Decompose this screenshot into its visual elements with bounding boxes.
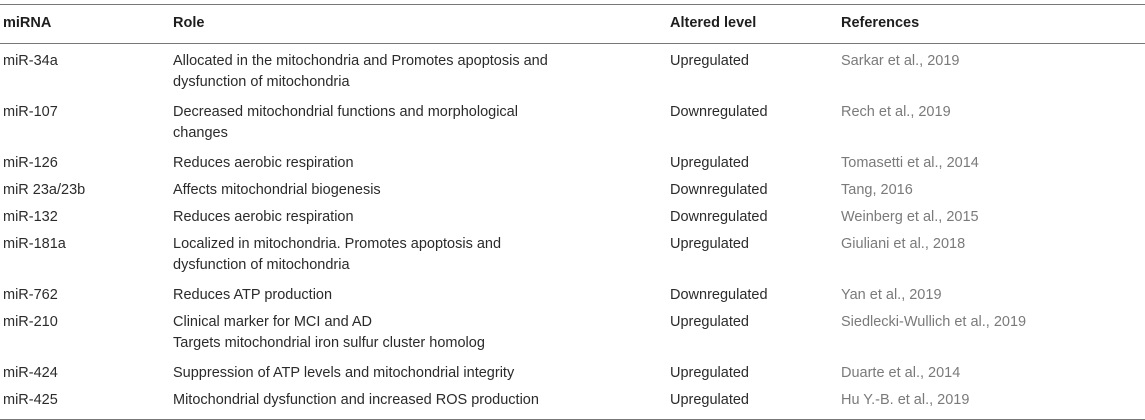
cell-mirna: miR-132: [3, 209, 58, 225]
cell-role-line: Suppression of ATP levels and mitochondrial integrity: [173, 365, 515, 381]
cell-level: Upregulated: [670, 155, 749, 171]
cell-reference-link[interactable]: Tomasetti et al., 2014: [841, 155, 979, 171]
table-row: [0, 97, 1145, 148]
table-row: [0, 385, 1145, 420]
cell-reference-link[interactable]: Duarte et al., 2014: [841, 365, 961, 381]
cell-role: [173, 97, 670, 148]
cell-role: [173, 280, 670, 307]
cell-level: Downregulated: [670, 287, 768, 303]
cell-role: [173, 148, 670, 175]
table-row: [0, 202, 1145, 229]
cell-role-line: Clinical marker for MCI and AD: [173, 314, 373, 330]
cell-reference-link[interactable]: Siedlecki-Wullich et al., 2019: [841, 314, 1027, 330]
cell-mirna: miR 23a/23b: [3, 182, 86, 198]
cell-role: [173, 307, 670, 358]
cell-mirna: miR-425: [3, 392, 58, 408]
cell-role-line: Localized in mitochondria. Promotes apoptosis and: [173, 236, 502, 252]
cell-role: [173, 175, 670, 202]
cell-role-line: Reduces aerobic respiration: [173, 155, 354, 171]
cell-level: Downregulated: [670, 182, 768, 198]
cell-level: Upregulated: [670, 314, 749, 330]
cell-level: Upregulated: [670, 236, 749, 252]
table-row: [0, 44, 1145, 98]
cell-mirna: miR-181a: [3, 236, 66, 252]
cell-role-line: dysfunction of mitochondria: [173, 74, 350, 90]
table-row: [0, 358, 1145, 385]
cell-role: [173, 44, 670, 98]
cell-reference-link[interactable]: Yan et al., 2019: [841, 287, 942, 303]
table-row: [0, 229, 1145, 280]
cell-mirna: miR-107: [3, 104, 58, 120]
cell-level: Upregulated: [670, 365, 749, 381]
cell-role-line: Targets mitochondrial iron sulfur cluster homolog: [173, 335, 485, 351]
mirna-table: [0, 4, 1145, 420]
table-header: [0, 5, 1145, 44]
cell-level: Downregulated: [670, 104, 768, 120]
table-row: [0, 280, 1145, 307]
cell-role-line: changes: [173, 125, 228, 141]
cell-reference-link[interactable]: Tang, 2016: [841, 182, 913, 198]
cell-role-line: Mitochondrial dysfunction and increased ROS production: [173, 392, 539, 408]
cell-role: [173, 229, 670, 280]
cell-reference-link[interactable]: Hu Y.-B. et al., 2019: [841, 392, 970, 408]
header-references: References: [841, 15, 920, 31]
cell-mirna: miR-34a: [3, 53, 58, 69]
cell-role-line: Affects mitochondrial biogenesis: [173, 182, 381, 198]
header-mirna: miRNA: [3, 15, 52, 31]
cell-mirna: miR-210: [3, 314, 58, 330]
cell-role-line: Decreased mitochondrial functions and morphological: [173, 104, 518, 120]
cell-role: [173, 385, 670, 420]
cell-role-line: Reduces ATP production: [173, 287, 333, 303]
cell-role: [173, 358, 670, 385]
cell-reference-link[interactable]: Weinberg et al., 2015: [841, 209, 979, 225]
table-row: [0, 175, 1145, 202]
cell-reference-link[interactable]: Giuliani et al., 2018: [841, 236, 966, 252]
header-row: [0, 5, 1145, 44]
cell-level: Downregulated: [670, 209, 768, 225]
cell-mirna: miR-126: [3, 155, 58, 171]
cell-level: Upregulated: [670, 53, 749, 69]
table-body: [0, 44, 1145, 420]
header-role: Role: [173, 15, 205, 31]
cell-role-line: Allocated in the mitochondria and Promotes apoptosis and: [173, 53, 548, 69]
table-row: [0, 148, 1145, 175]
cell-reference-link[interactable]: Sarkar et al., 2019: [841, 53, 960, 69]
cell-mirna: miR-424: [3, 365, 58, 381]
cell-mirna: miR-762: [3, 287, 58, 303]
cell-level: Upregulated: [670, 392, 749, 408]
cell-role-line: dysfunction of mitochondria: [173, 257, 350, 273]
cell-role: [173, 202, 670, 229]
table-row: [0, 307, 1145, 358]
cell-role-line: Reduces aerobic respiration: [173, 209, 354, 225]
cell-reference-link[interactable]: Rech et al., 2019: [841, 104, 951, 120]
header-altered-level: Altered level: [670, 15, 757, 31]
